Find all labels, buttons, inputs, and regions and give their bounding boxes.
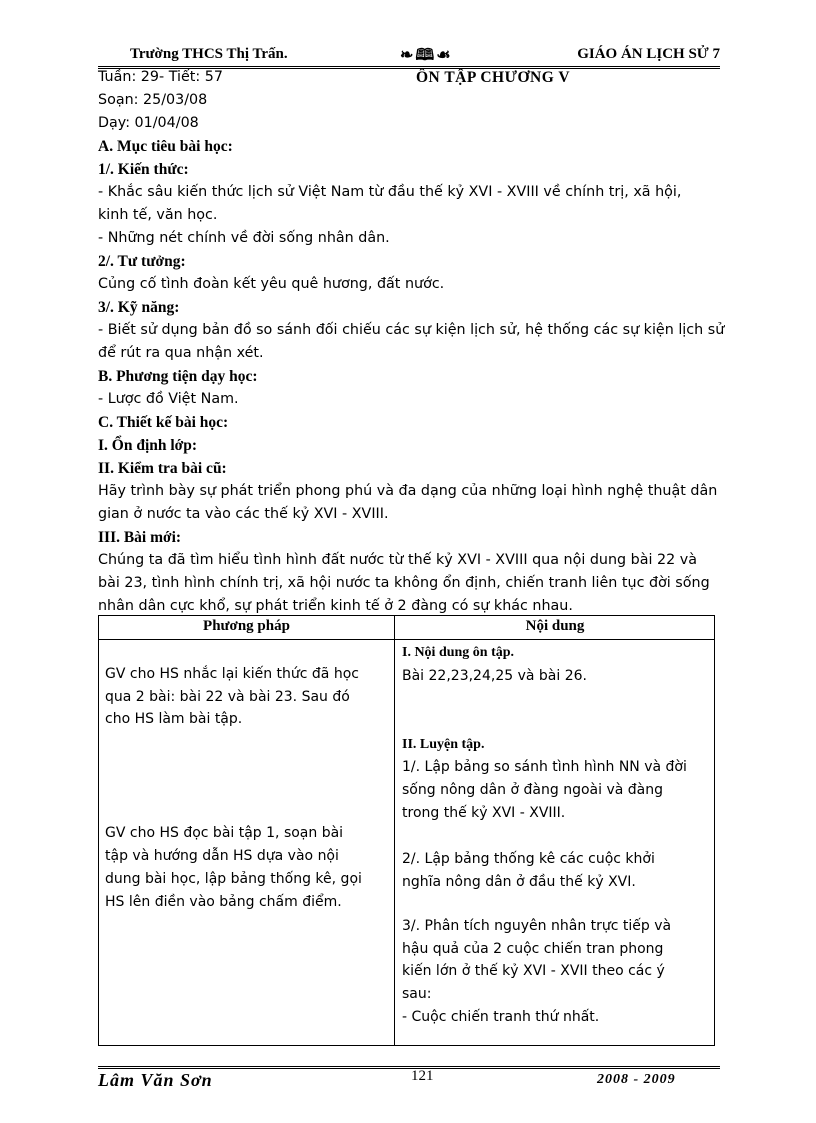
section-a-heading: A. Mục tiêu bài học: (98, 138, 233, 155)
intro-line: Chúng ta đã tìm hiểu tình hình đất nước từ thế kỷ XVI - XVIII qua nội dung bài 22 và (98, 552, 697, 568)
content-line: - Cuộc chiến tranh thứ nhất. (402, 1009, 600, 1025)
method-line: dung bài học, lập bảng thống kê, gọi (105, 871, 362, 887)
author-name: Lâm Văn Sơn (98, 1070, 213, 1090)
review-line: Hãy trình bày sự phát triển phong phú và đa dạng của những loại hình nghệ thuật dân (98, 483, 718, 499)
book-ornament-icon: ❧🕮☙ (400, 45, 453, 64)
content-line: Bài 22,23,24,25 và bài 26. (402, 668, 587, 684)
method-line: HS lên điền vào bảng chấm điểm. (105, 894, 342, 910)
materials-line: - Lược đồ Việt Nam. (98, 391, 239, 407)
knowledge-line: kinh tế, văn học. (98, 207, 218, 223)
skill-heading: 3/. Kỹ năng: (98, 299, 180, 316)
skill-line: để rút ra qua nhận xét. (98, 345, 264, 361)
content-heading: I. Nội dung ôn tập. (402, 645, 515, 660)
content-heading: II. Luyện tập. (402, 737, 485, 752)
page-number: 121 (411, 1068, 434, 1084)
knowledge-heading: 1/. Kiến thức: (98, 161, 189, 178)
prepared-date: Soạn: 25/03/08 (98, 92, 208, 108)
content-line: 2/. Lập bảng thống kê các cuộc khởi (402, 851, 655, 867)
knowledge-line: - Khắc sâu kiến thức lịch sử Việt Nam từ đầu thế kỷ XVI - XVIII về chính trị, xã hội, (98, 184, 682, 200)
table-header-divider (99, 639, 714, 640)
knowledge-line: - Những nét chính về đời sống nhân dân. (98, 230, 390, 246)
section-i-heading: I. Ổn định lớp: (98, 437, 198, 454)
content-line: nghĩa nông dân ở đầu thế kỷ XVI. (402, 874, 636, 890)
method-line: cho HS làm bài tập. (105, 711, 243, 727)
intro-line: bài 23, tình hình chính trị, xã hội nước ta không ổn định, chiến tranh liên tục đời sống (98, 575, 710, 591)
method-line: GV cho HS đọc bài tập 1, soạn bài (105, 825, 344, 841)
thought-line: Củng cố tình đoàn kết yêu quê hương, đất nước. (98, 276, 445, 292)
content-line: sống nông dân ở đàng ngoài và đàng (402, 782, 663, 798)
footer-divider (98, 1066, 720, 1069)
content-line: 3/. Phân tích nguyên nhân trực tiếp và (402, 918, 672, 934)
subject-title: GIÁO ÁN LỊCH SỬ 7 (577, 46, 720, 62)
section-iii-heading: III. Bài mới: (98, 529, 182, 546)
taught-date: Dạy: 01/04/08 (98, 115, 199, 131)
thought-heading: 2/. Tư tưởng: (98, 253, 186, 270)
lesson-title: ÔN TẬP CHƯƠNG V (416, 69, 571, 86)
method-line: qua 2 bài: bài 22 và bài 23. Sau đó (105, 689, 350, 705)
section-b-heading: B. Phương tiện dạy học: (98, 368, 258, 385)
content-line: 1/. Lập bảng so sánh tình hình NN và đời (402, 759, 687, 775)
section-ii-heading: II. Kiểm tra bài cũ: (98, 460, 227, 477)
week-lesson: Tuần: 29- Tiết: 57 (98, 69, 223, 85)
content-line: hậu quả của 2 cuộc chiến tran phong (402, 941, 664, 957)
col-header-method: Phương pháp (203, 618, 290, 634)
review-line: gian ở nước ta vào các thế kỷ XVI - XVIII. (98, 506, 389, 522)
content-line: sau: (402, 986, 432, 1002)
lesson-body (98, 66, 738, 618)
page-header (98, 44, 720, 68)
meta-row (98, 66, 738, 89)
school-name: Trường THCS Thị Trấn. (130, 46, 288, 62)
col-header-content: Nội dung (525, 618, 585, 634)
intro-line: nhân dân cực khổ, sự phát triển kinh tế ở 2 đàng có sự khác nhau. (98, 598, 573, 614)
content-line: kiến lớn ở thế kỷ XVI - XVII theo các ý (402, 963, 665, 979)
lesson-table (98, 615, 715, 1046)
method-line: tập và hướng dẫn HS dựa vào nội (105, 848, 339, 864)
content-line: trong thế kỷ XVI - XVIII. (402, 805, 566, 821)
skill-line: - Biết sử dụng bản đồ so sánh đối chiếu các sự kiện lịch sử, hệ thống các sự kiện lịch sử (98, 322, 725, 338)
method-line: GV cho HS nhắc lại kiến thức đã học (105, 666, 359, 682)
table-column-divider (394, 616, 395, 1045)
school-year: 2008 - 2009 (597, 1072, 676, 1087)
section-c-heading: C. Thiết kế bài học: (98, 414, 229, 431)
